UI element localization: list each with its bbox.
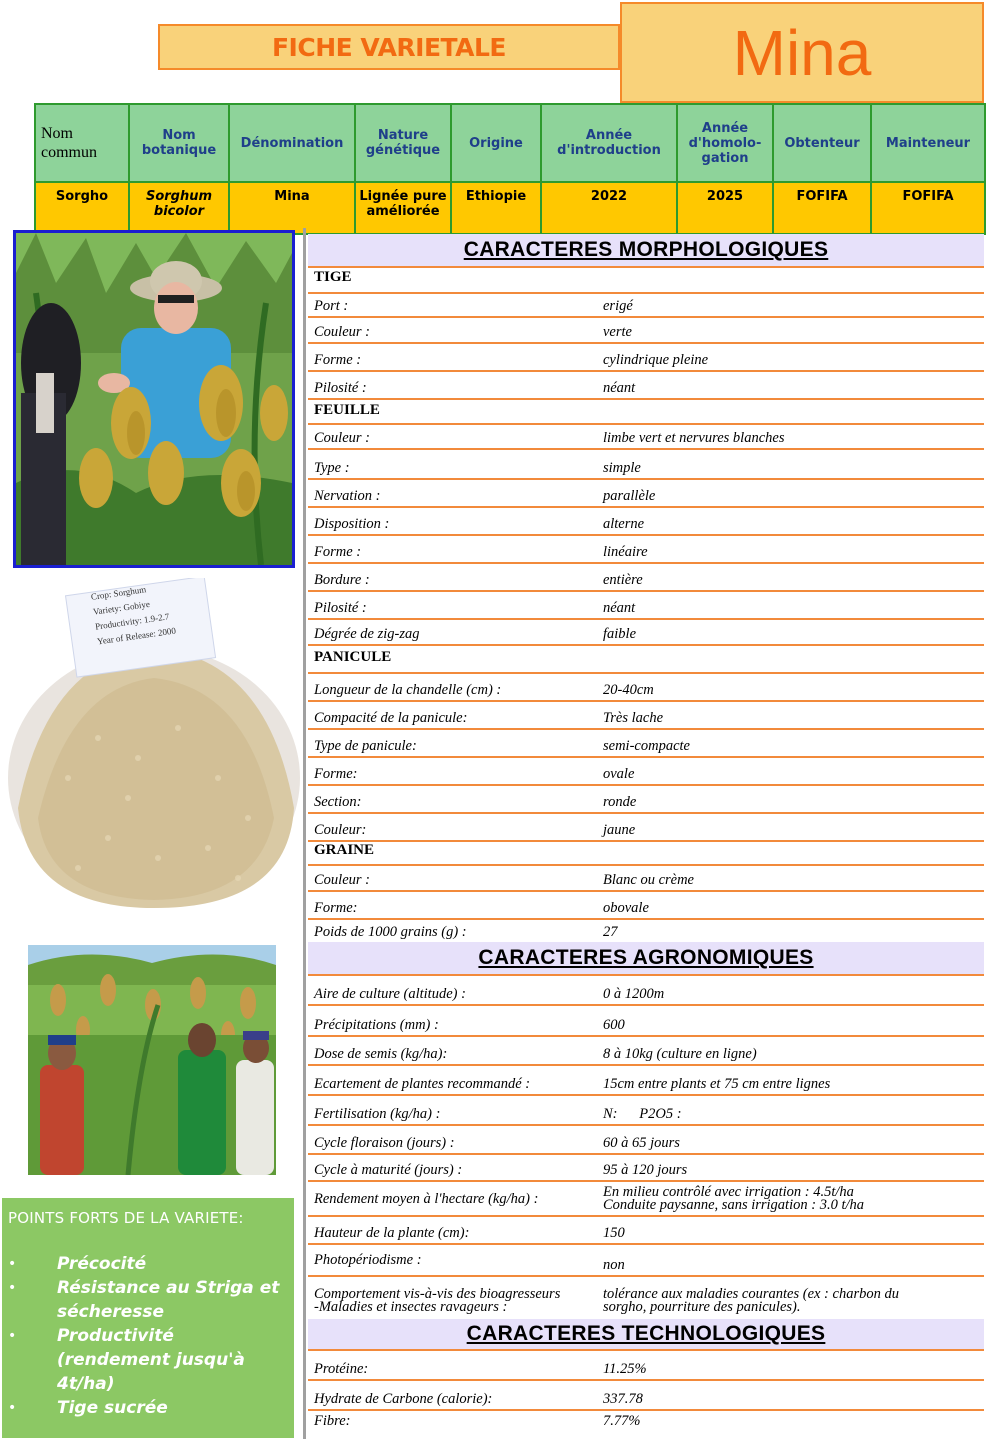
row-value: 27 bbox=[603, 924, 618, 940]
section-title-agronomiques: CARACTERES AGRONOMIQUES bbox=[308, 942, 984, 974]
points-forts-list bbox=[2, 1252, 292, 1420]
group-title-feuille: FEUILLE bbox=[314, 402, 380, 418]
table-row bbox=[308, 1243, 984, 1277]
row-label: Compacité de la panicule: bbox=[314, 710, 468, 726]
table-row bbox=[308, 1275, 984, 1317]
row-label: Forme : bbox=[314, 544, 362, 560]
row-label: Couleur : bbox=[314, 872, 370, 888]
group-title-panicule: PANICULE bbox=[314, 649, 392, 665]
value-annee-homologation: 2025 bbox=[677, 182, 773, 234]
row-label: Longueur de la chandelle (cm) : bbox=[314, 682, 502, 698]
table-row bbox=[308, 1379, 984, 1411]
row-label: Poids de 1000 grains (g) : bbox=[314, 924, 467, 940]
row-label: Port : bbox=[314, 298, 349, 314]
info-table-value-row bbox=[35, 182, 985, 234]
table-row bbox=[308, 1124, 984, 1155]
row-value: Blanc ou crème bbox=[603, 872, 694, 888]
table-row bbox=[308, 316, 984, 344]
points-forts-box bbox=[2, 1198, 294, 1438]
table-row bbox=[308, 1004, 984, 1037]
variety-info-table bbox=[34, 103, 986, 235]
row-value: 95 à 120 jours bbox=[603, 1162, 688, 1178]
points-forts-item: • Résistance au Striga et sécheresse bbox=[2, 1276, 292, 1324]
header-nom-botanique: Nom botanique bbox=[129, 104, 229, 182]
header-nature-genetique: Nature génétique bbox=[355, 104, 451, 182]
row-label: Forme: bbox=[314, 900, 358, 916]
row-label: Couleur: bbox=[314, 822, 367, 838]
row-label: Hauteur de la plante (cm): bbox=[314, 1225, 470, 1241]
row-value: En milieu contrôlé avec irrigation : 4.5t/ha bbox=[603, 1184, 854, 1200]
value-nature-genetique: Lignée pure améliorée bbox=[355, 182, 451, 234]
row-label: Pilosité : bbox=[314, 380, 367, 396]
group-field-illustration bbox=[28, 945, 276, 1175]
table-row bbox=[308, 700, 984, 730]
row-value: Conduite paysanne, sans irrigation : 3.0 t/ha bbox=[603, 1197, 864, 1213]
row-value: néant bbox=[603, 600, 636, 616]
header-denomination: Dénomination bbox=[229, 104, 355, 182]
table-row bbox=[308, 423, 984, 450]
row-value: faible bbox=[603, 626, 637, 642]
table-row bbox=[308, 1094, 984, 1126]
value-nom-commun: Sorgho bbox=[35, 182, 129, 234]
value-annee-introduction: 2022 bbox=[541, 182, 677, 234]
variety-name: Mina bbox=[732, 16, 872, 89]
points-forts-item: • Tige sucrée bbox=[2, 1396, 292, 1420]
row-label: Forme : bbox=[314, 352, 362, 368]
row-value: 337.78 bbox=[603, 1391, 643, 1407]
row-panicule-divider bbox=[308, 644, 984, 674]
row-value: limbe vert et nervures blanches bbox=[603, 430, 785, 446]
table-row bbox=[308, 1409, 984, 1431]
row-label: Type : bbox=[314, 460, 350, 476]
row-label: Type de panicule: bbox=[314, 738, 417, 754]
row-label: Précipitations (mm) : bbox=[314, 1017, 439, 1033]
row-value: 7.77% bbox=[603, 1413, 641, 1429]
value-obtenteur: FOFIFA bbox=[773, 182, 871, 234]
row-value: entière bbox=[603, 572, 643, 588]
table-row bbox=[308, 478, 984, 508]
row-value: jaune bbox=[603, 822, 636, 838]
table-row bbox=[308, 672, 984, 702]
table-row bbox=[308, 1351, 984, 1381]
table-row bbox=[308, 812, 984, 842]
value-nom-botanique: Sorghum bicolor bbox=[129, 182, 229, 234]
row-value: 11.25% bbox=[603, 1361, 647, 1377]
row-label: Nervation : bbox=[314, 488, 381, 504]
row-value: 20-40cm bbox=[603, 682, 654, 698]
table-row bbox=[308, 1153, 984, 1182]
row-value: 600 bbox=[603, 1017, 625, 1033]
row-value: simple bbox=[603, 460, 641, 476]
section-title-morphologiques: CARACTERES MORPHOLOGIQUES bbox=[308, 234, 984, 266]
row-value: ovale bbox=[603, 766, 635, 782]
table-row bbox=[308, 1180, 984, 1217]
table-row bbox=[308, 756, 984, 786]
section-title-technologiques: CARACTERES TECHNOLOGIQUES bbox=[308, 1319, 984, 1349]
table-row bbox=[308, 342, 984, 372]
row-value: linéaire bbox=[603, 544, 648, 560]
row-value: néant bbox=[603, 380, 636, 396]
table-row bbox=[308, 562, 984, 592]
header-origine: Origine bbox=[451, 104, 541, 182]
row-value: ronde bbox=[603, 794, 637, 810]
row-tige-divider bbox=[308, 274, 984, 294]
row-value: parallèle bbox=[603, 488, 656, 504]
row-label: -Maladies et insectes ravageurs : bbox=[314, 1299, 508, 1315]
fiche-title: FICHE VARIETALE bbox=[271, 32, 507, 62]
row-value: alterne bbox=[603, 516, 645, 532]
row-value: cylindrique pleine bbox=[603, 352, 709, 368]
value-mainteneur: FOFIFA bbox=[871, 182, 985, 234]
group-field-photo bbox=[28, 945, 276, 1175]
table-row bbox=[308, 1035, 984, 1066]
table-row bbox=[308, 976, 984, 1006]
table-row bbox=[308, 890, 984, 920]
seed-sample-photo bbox=[8, 578, 300, 908]
header-annee-introduction: Année d'introduction bbox=[541, 104, 677, 182]
row-label: Protéine: bbox=[314, 1361, 369, 1377]
points-forts-title: POINTS FORTS DE LA VARIETE: bbox=[8, 1209, 244, 1227]
row-label: Rendement moyen à l'hectare (kg/ha) : bbox=[314, 1191, 539, 1207]
row-label: Forme: bbox=[314, 766, 358, 782]
row-label: Comportement vis-à-vis des bioagresseurs bbox=[314, 1286, 561, 1302]
seed-label-line: Productivity: 1.9-2.7 bbox=[94, 611, 170, 632]
seed-label-line: Crop: Sorghum bbox=[90, 584, 147, 602]
info-table-header-row bbox=[35, 104, 985, 182]
header-obtenteur: Obtenteur bbox=[773, 104, 871, 182]
row-value: Très lache bbox=[603, 710, 664, 726]
table-row bbox=[308, 918, 984, 942]
row-value: tolérance aux maladies courantes (ex : charbon du bbox=[603, 1286, 899, 1302]
row-label: Couleur : bbox=[314, 324, 370, 340]
header-mainteneur: Mainteneur bbox=[871, 104, 985, 182]
field-inspection-photo bbox=[13, 230, 295, 568]
field-inspection-illustration bbox=[16, 233, 292, 565]
table-row bbox=[308, 864, 984, 892]
table-row bbox=[308, 1215, 984, 1245]
value-origine: Ethiopie bbox=[451, 182, 541, 234]
row-graine-divider bbox=[308, 840, 984, 866]
variety-name-box bbox=[620, 2, 984, 103]
row-value: non bbox=[603, 1257, 625, 1273]
row-value: semi-compacte bbox=[603, 738, 690, 754]
value-denomination: Mina bbox=[229, 182, 355, 234]
row-feuille-divider bbox=[308, 398, 984, 425]
row-label: Cycle floraison (jours) : bbox=[314, 1135, 455, 1151]
row-label: Aire de culture (altitude) : bbox=[314, 986, 466, 1002]
row-label: Photopériodisme : bbox=[314, 1252, 422, 1268]
row-value: verte bbox=[603, 324, 632, 340]
row-label: Dose de semis (kg/ha): bbox=[314, 1046, 448, 1062]
row-value: obovale bbox=[603, 900, 649, 916]
table-row bbox=[308, 1064, 984, 1096]
row-label: Dégrée de zig-zag bbox=[314, 626, 420, 642]
table-row bbox=[308, 534, 984, 564]
table-row bbox=[308, 506, 984, 536]
section-divider bbox=[308, 266, 984, 268]
table-row bbox=[308, 448, 984, 480]
seed-label-line: Year of Release: 2000 bbox=[96, 625, 177, 647]
table-row bbox=[308, 292, 984, 318]
table-row bbox=[308, 618, 984, 646]
characteristics-panel bbox=[303, 228, 982, 1439]
row-label: Hydrate de Carbone (calorie): bbox=[314, 1391, 493, 1407]
row-value: N: P2O5 : bbox=[603, 1106, 682, 1122]
row-label: Bordure : bbox=[314, 572, 370, 588]
group-title-tige: TIGE bbox=[314, 269, 352, 285]
points-forts-item: • Précocité bbox=[2, 1252, 292, 1276]
table-row bbox=[308, 784, 984, 814]
header-annee-homologation: Année d'homolo-gation bbox=[677, 104, 773, 182]
group-title-graine: GRAINE bbox=[314, 842, 375, 858]
fiche-title-box bbox=[158, 24, 620, 70]
row-label: Disposition : bbox=[314, 516, 390, 532]
row-value: 150 bbox=[603, 1225, 625, 1241]
table-row bbox=[308, 370, 984, 400]
row-label: Fibre: bbox=[314, 1413, 351, 1429]
row-value: 60 à 65 jours bbox=[603, 1135, 680, 1151]
row-value: erigé bbox=[603, 298, 633, 314]
points-forts-item: • Productivité (rendement jusqu'à 4t/ha) bbox=[2, 1324, 292, 1396]
row-label: Pilosité : bbox=[314, 600, 367, 616]
table-row bbox=[308, 590, 984, 620]
row-label: Couleur : bbox=[314, 430, 370, 446]
row-label: Ecartement de plantes recommandé : bbox=[314, 1076, 531, 1092]
row-value: sorgho, pourriture des panicules). bbox=[603, 1299, 801, 1315]
row-value: 15cm entre plants et 75 cm entre lignes bbox=[603, 1076, 831, 1092]
header-nom-commun: Nom commun bbox=[35, 104, 129, 182]
row-value: 0 à 1200m bbox=[603, 986, 665, 1002]
row-label: Section: bbox=[314, 794, 362, 810]
row-label: Fertilisation (kg/ha) : bbox=[314, 1106, 441, 1122]
table-row bbox=[308, 728, 984, 758]
row-label: Cycle à maturité (jours) : bbox=[314, 1162, 463, 1178]
seed-label-line: Variety: Gobiye bbox=[92, 598, 151, 617]
row-value: 8 à 10kg (culture en ligne) bbox=[603, 1046, 757, 1062]
